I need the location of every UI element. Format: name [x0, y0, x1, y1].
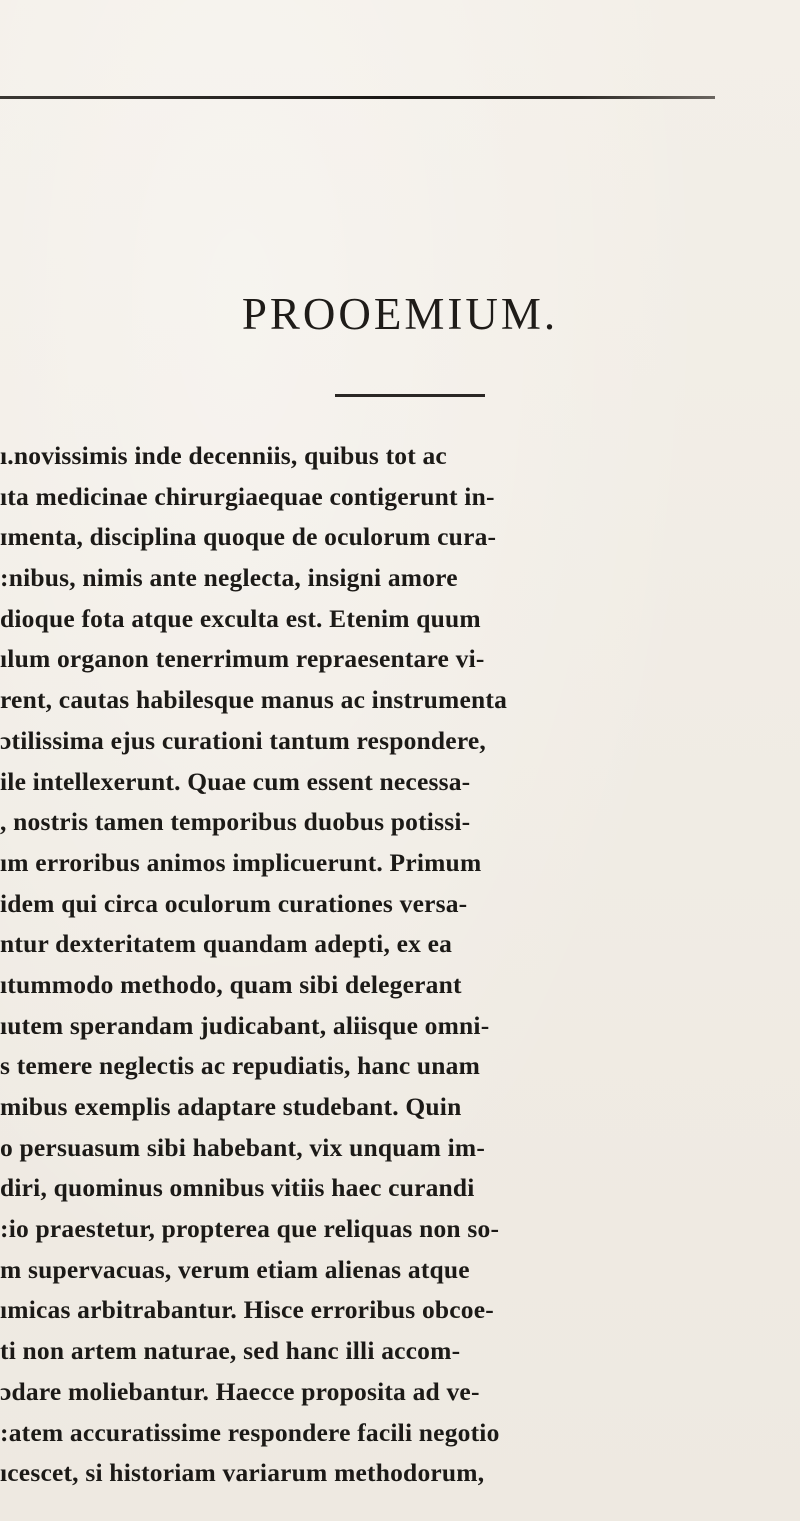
text-line: idem qui circa oculorum curationes versa-: [0, 888, 468, 918]
text-line: rent, cautas habilesque manus ac instrumenta: [0, 685, 508, 715]
text-line: ɔtilissima ejus curationi tantum respondere,: [0, 725, 486, 755]
text-line: diri, quominus omnibus vitiis haec curandi: [0, 1173, 475, 1203]
title-rule: [335, 394, 485, 397]
text-line: ıcescet, si historiam variarum methodorum,: [0, 1458, 485, 1488]
body-text: [0, 436, 800, 1494]
text-line: o persuasum sibi habebant, vix unquam im-: [0, 1132, 486, 1162]
text-line: m supervacuas, verum etiam alienas atque: [0, 1254, 470, 1284]
text-line: ɪmenta, disciplina quoque de oculorum cura-: [0, 522, 497, 552]
text-line: ım erroribus animos implicuerunt. Primum: [0, 847, 482, 877]
page-title: PROOEMIUM.: [241, 289, 559, 339]
text-line: ile intellexerunt. Quae cum essent necessa-: [0, 766, 471, 796]
text-line: s temere neglectis ac repudiatis, hanc unam: [0, 1051, 481, 1081]
text-line: , nostris tamen temporibus duobus potissi-: [0, 807, 471, 837]
text-line: ıutem sperandam judicabant, aliisque omni-: [0, 1010, 490, 1040]
text-line: ıta medicinae chirurgiaequae contigerunt in-: [0, 481, 495, 511]
text-line: dioque fota atque exculta est. Etenim quum: [0, 603, 481, 633]
text-line: ıtummodo methodo, quam sibi delegerant: [0, 969, 462, 999]
text-line: ı.novissimis inde decenniis, quibus tot ac: [0, 441, 447, 470]
text-line: :io praestetur, propterea que reliquas non so-: [0, 1214, 500, 1244]
text-line: ɔdare moliebantur. Haecce proposita ad ve-: [0, 1376, 480, 1406]
text-line: ılum organon tenerrimum repraesentare vi-: [0, 644, 485, 674]
text-line: mibus exemplis adaptare studebant. Quin: [0, 1092, 462, 1121]
text-line: :nibus, nimis ante neglecta, insigni amore: [0, 563, 458, 593]
text-line: ntur dexteritatem quandam adepti, ex ea: [0, 929, 453, 959]
top-rule: [0, 96, 715, 99]
text-line: ımicas arbitrabantur. Hisce erroribus obcoe-: [0, 1295, 494, 1325]
text-line: :atem accuratissime respondere facili negotio: [0, 1417, 500, 1447]
text-line: ti non artem naturae, sed hanc illi accom-: [0, 1336, 461, 1366]
